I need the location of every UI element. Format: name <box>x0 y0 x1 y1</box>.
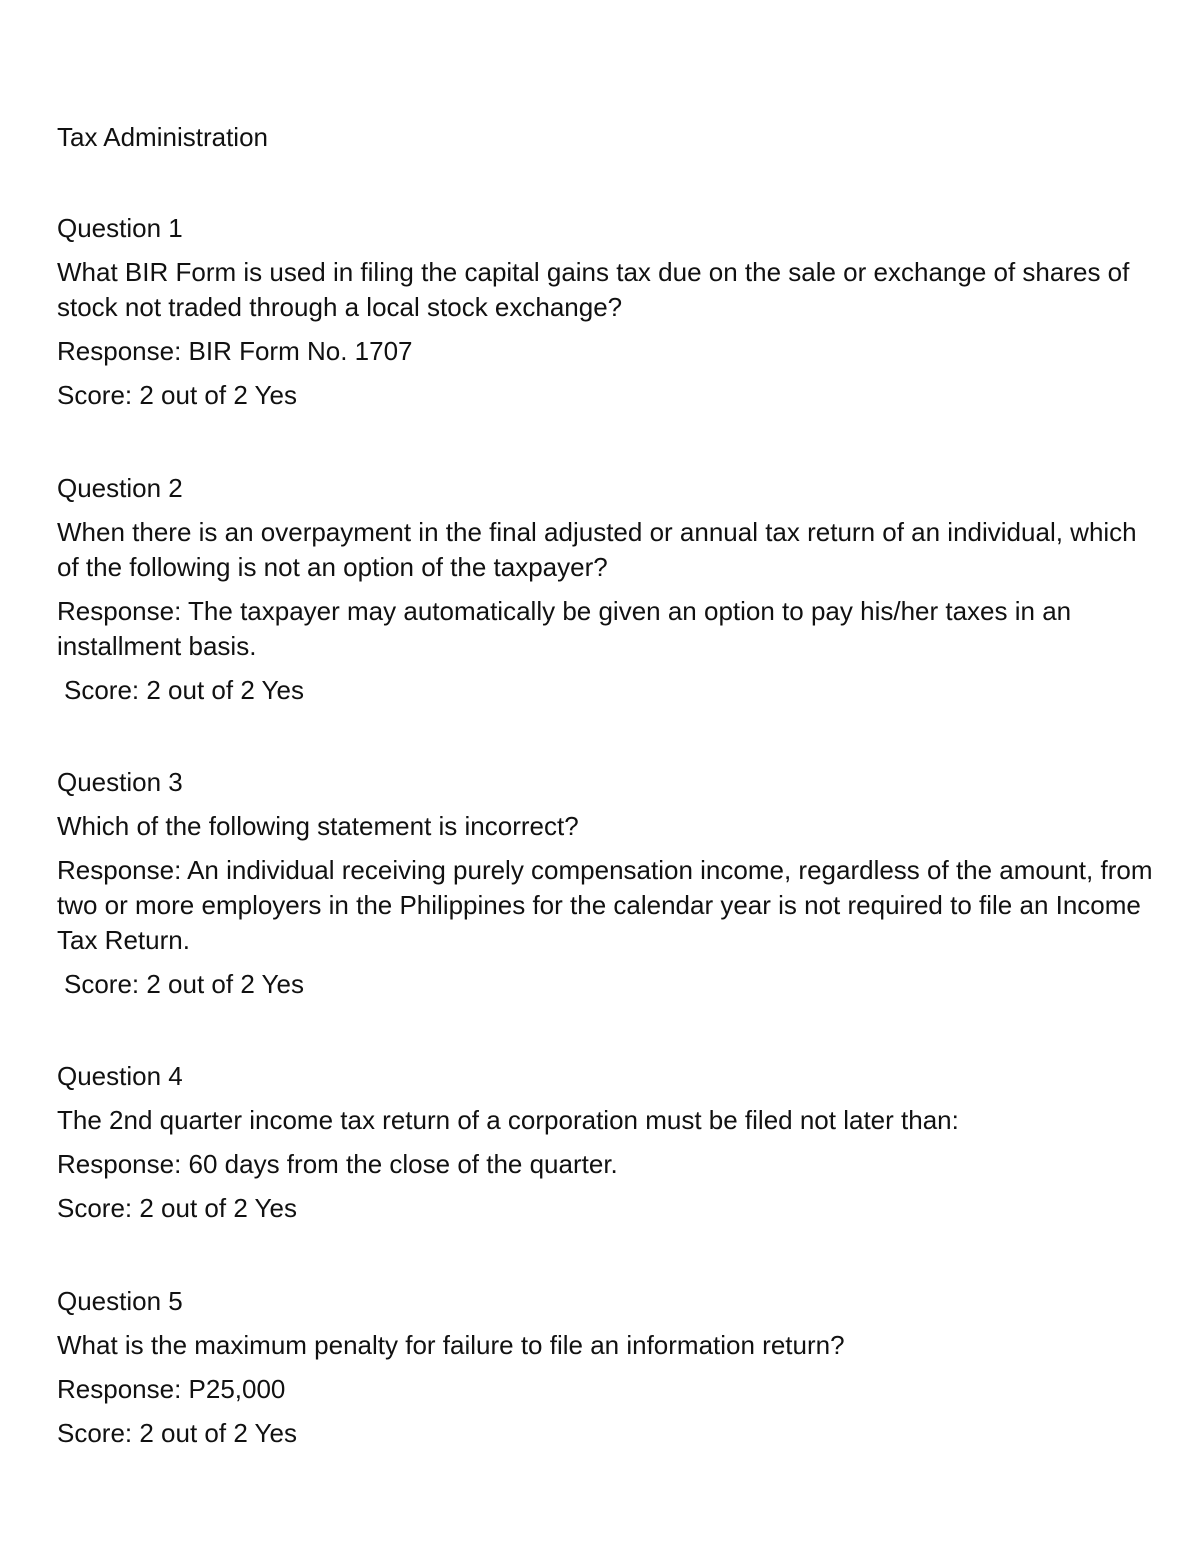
question-block <box>57 765 1157 1002</box>
question-heading: Question 1 <box>57 213 183 243</box>
question-score: Score: 2 out of 2 Yes <box>57 1418 297 1448</box>
question-score: Score: 2 out of 2 Yes <box>57 1193 297 1223</box>
question-block <box>57 1284 1157 1451</box>
question-response: Response: An individual receiving purely compensation income, regardless of the amount, from two or more employers in the Philippines for the calendar year is not required to file an Income Tax Return. <box>57 855 1153 955</box>
document-title: Tax Administration <box>57 122 268 152</box>
question-score: Score: 2 out of 2 Yes <box>64 675 304 705</box>
question-text: What BIR Form is used in filing the capital gains tax due on the sale or exchange of shares of stock not traded through a local stock exchange? <box>57 257 1130 322</box>
question-response: Response: 60 days from the close of the quarter. <box>57 1149 618 1179</box>
question-heading: Question 3 <box>57 767 183 797</box>
question-text: What is the maximum penalty for failure to file an information return? <box>57 1330 845 1360</box>
question-text: When there is an overpayment in the final adjusted or annual tax return of an individual, which of the following is not an option of the taxpayer? <box>57 517 1137 582</box>
question-score: Score: 2 out of 2 Yes <box>64 969 304 999</box>
question-block <box>57 211 1157 413</box>
question-heading: Question 2 <box>57 473 183 503</box>
question-response: Response: P25,000 <box>57 1374 286 1404</box>
question-score: Score: 2 out of 2 Yes <box>57 380 297 410</box>
question-block <box>57 471 1157 708</box>
question-text: Which of the following statement is incorrect? <box>57 811 579 841</box>
question-response: Response: BIR Form No. 1707 <box>57 336 413 366</box>
question-heading: Question 5 <box>57 1286 183 1316</box>
question-block <box>57 1059 1157 1226</box>
question-response: Response: The taxpayer may automatically be given an option to pay his/her taxes in an installment basis. <box>57 596 1072 661</box>
question-heading: Question 4 <box>57 1061 183 1091</box>
question-text: The 2nd quarter income tax return of a corporation must be filed not later than: <box>57 1105 959 1135</box>
